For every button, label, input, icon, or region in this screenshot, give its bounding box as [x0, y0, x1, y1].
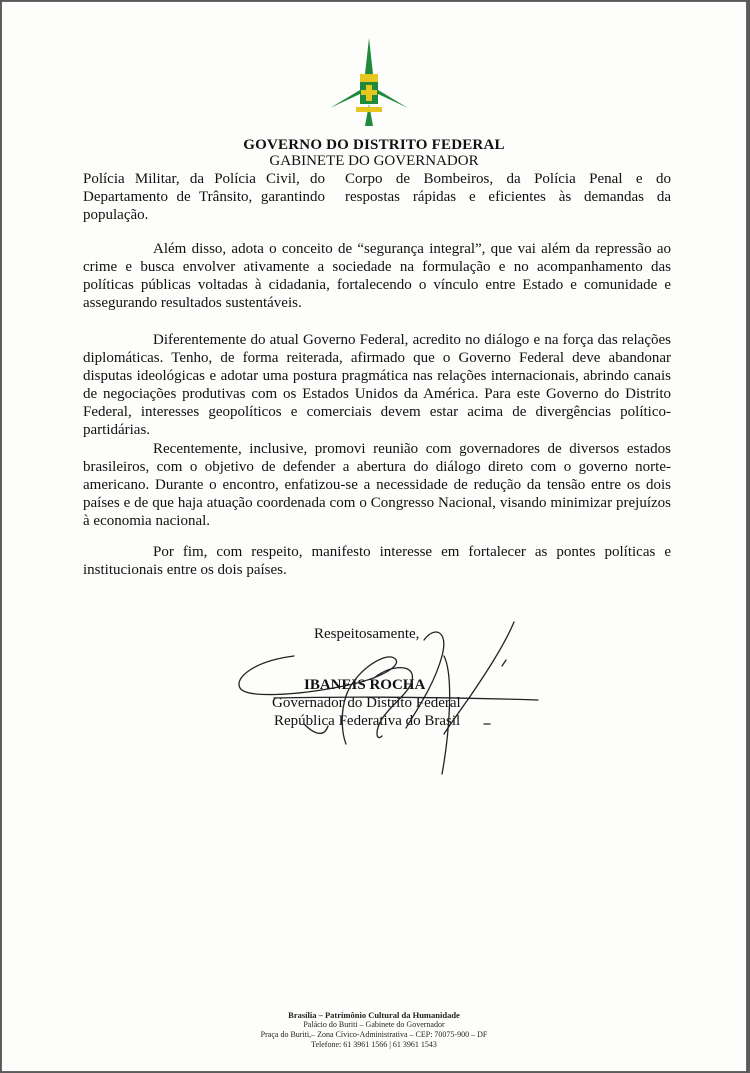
footer-phone: Telefone: 61 3961 1566 | 61 3961 1543 — [311, 1040, 437, 1049]
letterhead-footer — [2, 1010, 746, 1050]
footer-motto: Brasília – Patrimônio Cultural da Humanidade — [288, 1010, 460, 1020]
left-column-line: Polícia Militar, da Polícia Civil, do — [83, 171, 325, 187]
brasao-distrito-federal-icon — [330, 38, 408, 126]
two-column-fragment — [83, 170, 671, 224]
government-title: GOVERNO DO DISTRITO FEDERAL — [243, 137, 505, 153]
office-subtitle: GABINETE DO GOVERNADOR — [269, 153, 479, 169]
right-column-line: respostas rápidas e eficientes às demandas da — [345, 189, 671, 205]
footer-address: Praça do Buriti,– Zona Cívico-Administrativa – CEP: 70075-900 – DF — [260, 1030, 488, 1039]
body-paragraph: Recentemente, inclusive, promovi reunião com governadores de diversos estados brasileiros, com o objetivo de defender a abertura do diálogo direto com o governo norte-americano. Durante o encontro, enfatizou-se a necessidade de redução da tensão entre os dois países e de que haja atuação coordenada com o Congresso Nacional, visando minimizar prejuízos à economia nacional. — [83, 441, 671, 529]
closing-salutation: Respeitosamente, — [314, 626, 420, 642]
signatory-republic: República Federativa do Brasil — [274, 713, 461, 729]
signature-block — [234, 616, 554, 786]
signatory-title: Governador do Distrito Federal — [272, 695, 461, 711]
body-paragraph: Por fim, com respeito, manifesto interesse em fortalecer as pontes políticas e institucionais entre os dois países. — [83, 544, 671, 578]
body-paragraph: Diferentemente do atual Governo Federal, acredito no diálogo e na força das relações diplomáticas. Tenho, de forma reiterada, afirmado que o Governo Federal deve abandonar disputas ideológicas e adotar uma postura pragmática nas relações internacionais, abrindo canais de negociações produtivas com os Estados Unidos da América. Para este Governo do Distrito Federal, interesses geopolíticos e comerciais devem estar acima de divergências político-partidárias. — [83, 332, 671, 438]
letter-page — [2, 2, 746, 1071]
body-paragraph: Além disso, adota o conceito de “segurança integral”, que vai além da repressão ao crime e busca envolver ativamente a sociedade na formulação e no acompanhamento das políticas públicas voltadas à cidadania, fortalecendo o vínculo entre Estado e comunidade e assegurando resultados sustentáveis. — [83, 241, 671, 311]
signatory-name: IBANEIS ROCHA — [304, 677, 426, 693]
left-column-line: população. — [83, 207, 149, 223]
left-column-line: Departamento de Trânsito, garantindo — [83, 189, 325, 205]
handwritten-signature — [234, 616, 554, 786]
right-column-line: Corpo de Bombeiros, da Polícia Penal e do — [345, 171, 671, 187]
footer-office: Palácio do Buriti – Gabinete do Governador — [303, 1020, 445, 1029]
